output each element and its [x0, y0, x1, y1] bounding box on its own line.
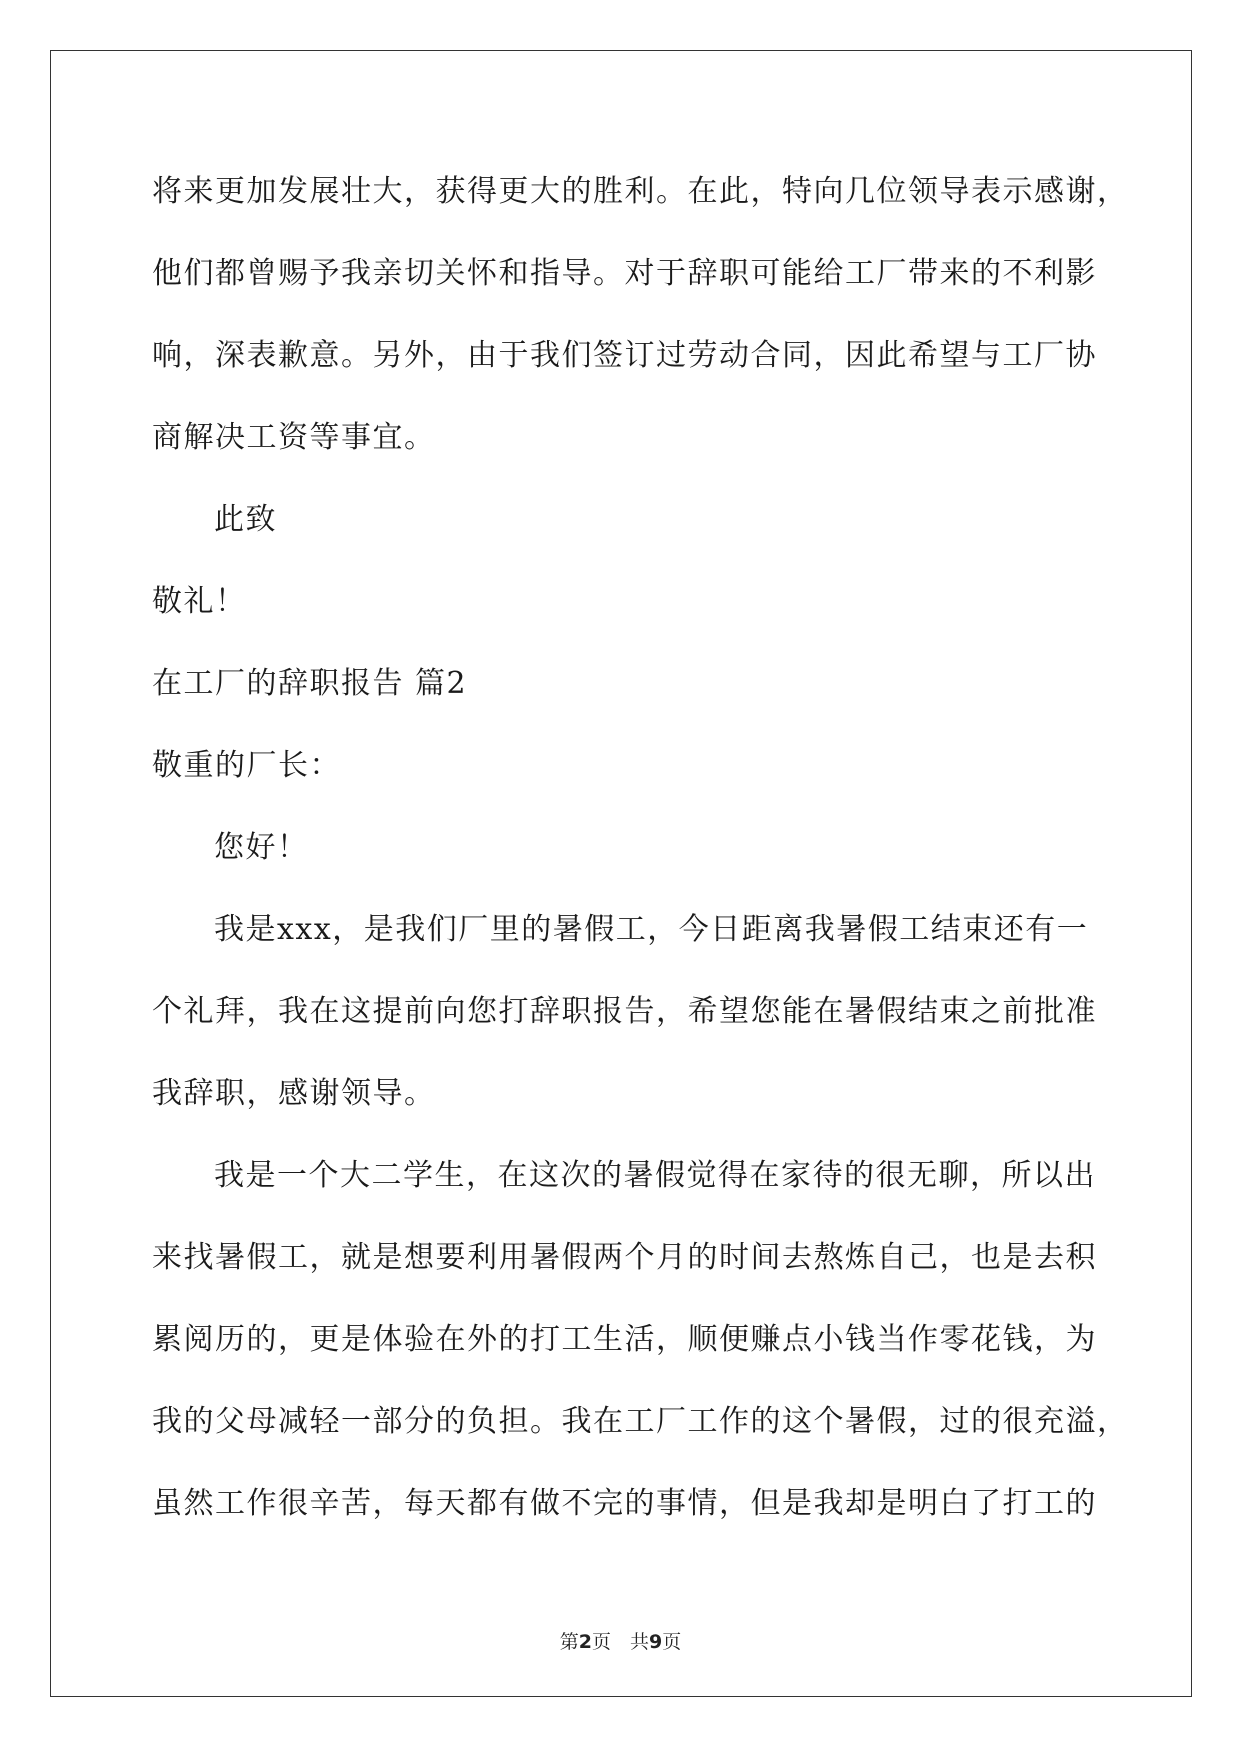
body-line: 个礼拜，我在这提前向您打辞职报告，希望您能在暑假结束之前批准 — [152, 994, 1097, 1029]
body-line: 他们都曾赐予我亲切关怀和指导。对于辞职可能给工厂带来的不利影 — [152, 256, 1097, 291]
footer-page-number: 2 — [578, 1631, 592, 1653]
closing-phrase: 此致 — [214, 502, 277, 537]
body-line: 我辞职，感谢领导。 — [152, 1076, 436, 1111]
greeting: 您好！ — [214, 830, 309, 865]
footer-suffix: 页 — [662, 1631, 682, 1653]
section-heading: 在工厂的辞职报告 篇2 — [152, 666, 468, 701]
body-line: 我是xxx，是我们厂里的暑假工，今日距离我暑假工结束还有一 — [214, 912, 1089, 947]
body-line: 我是一个大二学生，在这次的暑假觉得在家待的很无聊，所以出 — [214, 1158, 1096, 1193]
salutation: 敬礼！ — [152, 584, 247, 619]
footer-mid: 页 共 — [591, 1631, 649, 1653]
body-line: 累阅历的，更是体验在外的打工生活，顺便赚点小钱当作零花钱，为 — [152, 1322, 1097, 1357]
footer-prefix: 第 — [559, 1631, 579, 1653]
footer-total-pages: 9 — [649, 1631, 663, 1653]
body-line: 我的父母减轻一部分的负担。我在工厂工作的这个暑假，过的很充溢， — [152, 1404, 1129, 1439]
page-border — [50, 50, 1192, 1697]
body-line: 来找暑假工，就是想要利用暑假两个月的时间去熬炼自己，也是去积 — [152, 1240, 1097, 1275]
addressee: 敬重的厂长： — [152, 748, 341, 783]
page-footer — [0, 1630, 1241, 1654]
body-line: 将来更加发展壮大，获得更大的胜利。在此，特向几位领导表示感谢， — [152, 174, 1129, 209]
body-line: 响，深表歉意。另外，由于我们签订过劳动合同，因此希望与工厂协 — [152, 338, 1097, 373]
body-line: 商解决工资等事宜。 — [152, 420, 436, 455]
body-line: 虽然工作很辛苦，每天都有做不完的事情，但是我却是明白了打工的 — [152, 1486, 1097, 1521]
